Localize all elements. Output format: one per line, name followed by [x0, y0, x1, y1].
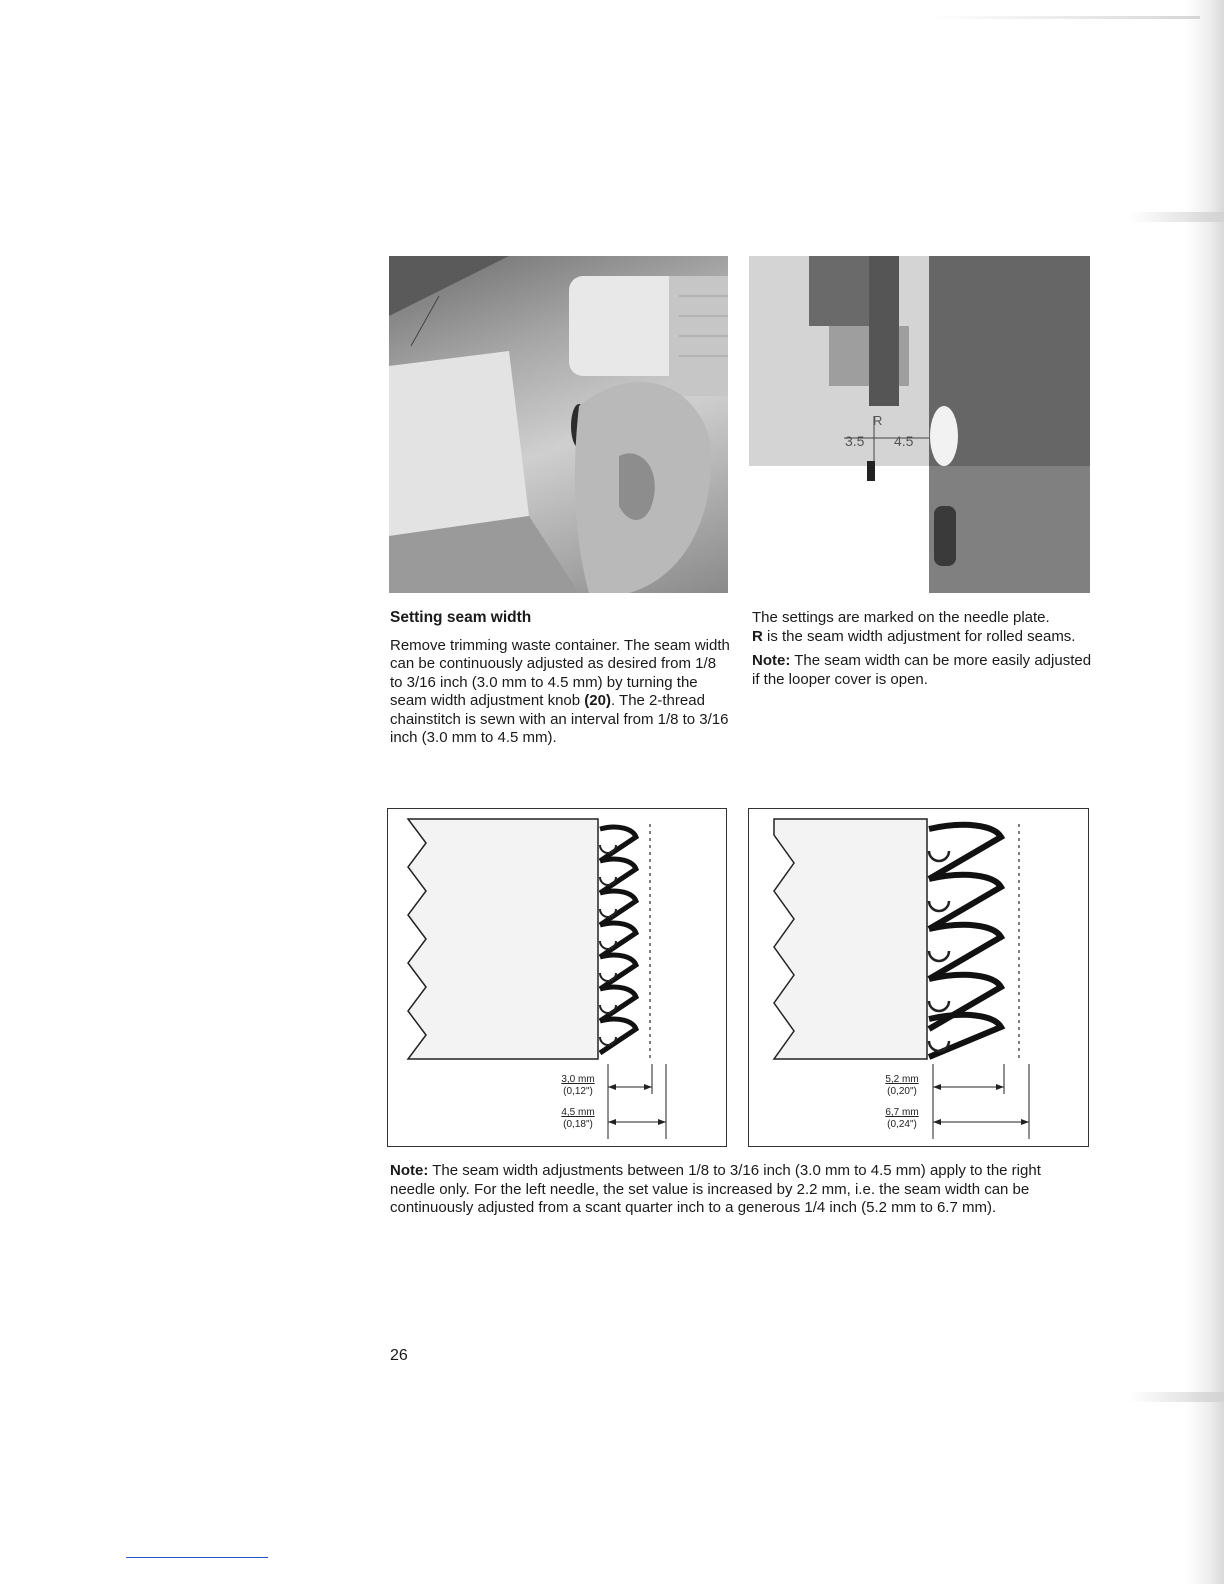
instructions-text-1: Remove trimming waste container. The seam width can be continuously adjusted as desired from 1/8 to 3/16 inch (3.0 mm to 4.5 mm) by turning the seam width adjustment knob [390, 636, 730, 709]
dim-mm: 4,5 mm [561, 1107, 595, 1118]
r-label: R [752, 627, 763, 645]
rolled-seam-text [752, 628, 1097, 647]
dim-mm: 5,2 mm [885, 1074, 919, 1085]
dim-inch: (0,24") [887, 1119, 917, 1130]
section-heading: Setting seam width [390, 609, 532, 626]
instructions-text-2: . The 2-thread chainstitch is sewn with an interval from 1/8 to 3/16 inch (3.0 mm to 4.5 mm). [390, 692, 729, 746]
note-text: The seam width can be more easily adjusted if the looper cover is open. [752, 652, 1092, 688]
scan-edge-shadow [1186, 0, 1224, 1584]
dim-inch: (0,20") [887, 1086, 917, 1097]
looper-note [752, 652, 1097, 689]
needle-plate-section [752, 609, 1097, 695]
plate-mark-4-5: 4.5 [894, 433, 914, 449]
plate-mark-r: R [873, 413, 883, 428]
setting-instructions [390, 637, 732, 748]
needle-plate-text: The settings are marked on the needle plate. [752, 609, 1050, 626]
note-label: Note: [390, 1162, 429, 1179]
dim-inch: (0,12") [563, 1086, 593, 1097]
diagram-right-needle-seam-width [387, 808, 727, 1147]
dim-6-7 [877, 1107, 927, 1131]
dim-mm: 6,7 mm [885, 1107, 919, 1118]
scan-bottom-mark [126, 1557, 268, 1558]
rolled-seam-desc: is the seam width adjustment for rolled seams. [762, 627, 1076, 645]
knob-reference: (20) [584, 692, 611, 709]
scan-top-mark [930, 16, 1200, 19]
note-text: The seam width adjustments between 1/8 to 3/16 inch (3.0 mm to 4.5 mm) apply to the right needle only. For the left needle, the set value is increased by 2.2 mm, i.e. the seam width can be continuously adjusted from a scant quarter inch to a generous 1/4 inch (5.2 mm to 6.7 mm). [390, 1162, 1041, 1216]
photo-seam-width-knob [389, 256, 728, 593]
dim-3-0 [553, 1074, 603, 1098]
note-label: Note: [752, 652, 791, 669]
diagram-left-needle-seam-width [748, 808, 1089, 1147]
setting-seam-width-section [390, 609, 732, 754]
scan-edge-mark [1129, 1392, 1224, 1402]
scan-edge-mark [1129, 212, 1224, 222]
left-needle-note [390, 1162, 1080, 1218]
plate-mark-3-5: 3.5 [845, 433, 865, 449]
photo-needle-plate [749, 256, 1090, 593]
dim-4-5 [553, 1107, 603, 1131]
dim-mm: 3,0 mm [561, 1074, 595, 1085]
page-number: 26 [390, 1347, 408, 1364]
dim-inch: (0,18") [563, 1119, 593, 1130]
dim-5-2 [877, 1074, 927, 1098]
